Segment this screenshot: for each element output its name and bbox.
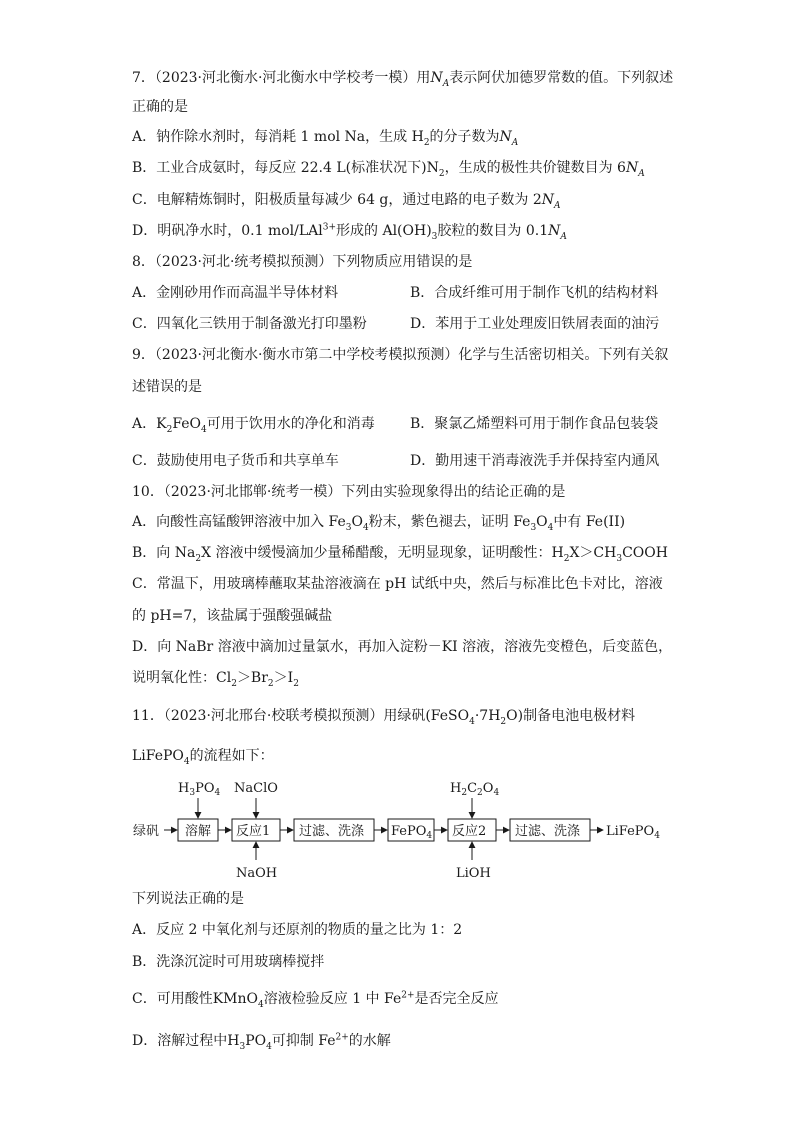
q7-option-a: A．钠作除水剂时，每消耗 1 mol Na，生成 $H_2$的分子数为$N_A$ [132,129,519,148]
q8-option-b: B．合成纤维可用于制作飞机的结构材料 [410,285,659,301]
flow-box-fepo4-label: FePO$_4$ [391,824,433,841]
q10-option-b: B．向 $Na_2X$ 溶液中缓慢滴加少量稀醋酸，无明显现象，证明酸性：$H_2X>CH_3COOH$ [132,545,668,564]
q9-option-a: A．$K_2FeO_4$可用于饮用水的净化和消毒 [132,416,375,435]
q8-option-d: D．苯用于工业处理废旧铁屑表面的油污 [410,316,660,332]
flow-box-reaction2-label: 反应2 [452,824,487,839]
flow-reagent-h3po4: $H_3PO_4$ [178,781,221,798]
flow-reagent-h2c2o4: $H_2C_2O_4$ [450,781,500,798]
q9-option-d: D．勤用速干消毒液洗手并保持室内通风 [410,453,660,469]
q11-after-flow: 下列说法正确的是 [132,891,244,907]
q11-stem-line2: LiFePO$_4$的流程如下： [132,748,274,767]
flow-reagent-lioh: LiOH [456,866,491,881]
q7-stem-line2: 正确的是 [132,99,188,115]
q11-option-c: C．可用酸性KMnO$_4$溶液检验反应 1 中 $Fe^{2+}$是否完全反应 [132,990,499,1010]
flow-box-filter-wash-1-label: 过滤、洗涤 [299,824,365,839]
q9-option-b: B．聚氯乙烯塑料可用于制作食品包装袋 [410,416,659,432]
q10-option-d-line2: 说明氧化性：$Cl_2>Br_2>I_2$ [132,670,299,689]
q11-option-a: A．反应 2 中氧化剂与还原剂的物质的量之比为 1：2 [132,922,463,938]
q10-stem: 10．（2023·河北邯郸·统考一模）下列由实验现象得出的结论正确的是 [132,484,566,500]
flow-box-filter-wash-2-label: 过滤、洗涤 [515,824,581,839]
q9-option-c: C．鼓励使用电子货币和共享单车 [132,453,339,469]
flow-reagent-naclo: NaClO [234,781,278,796]
q10-option-c-line2: 的 pH=7，该盐属于强酸强碱盐 [132,608,333,624]
q7-option-d: D．明矾净水时，0.1 mol/LAl$^{3+}$形成的 $Al(OH)_3$胶粒的数目为 $0.1N_A$ [132,222,567,242]
q10-option-c-line1: C．常温下，用玻璃棒蘸取某盐溶液滴在 pH 试纸中央，然后与标准比色卡对比，溶液 [132,576,663,592]
q7-option-b: B．工业合成氨时，每反应 22.4 L(标准状况下)$N_2$，生成的极性共价键数目为 $6N_A$ [132,160,645,179]
q11-option-d: D．溶解过程中$H_3PO_4$可抑制 $Fe^{2+}$的水解 [132,1032,391,1052]
q9-stem-line2: 述错误的是 [132,379,202,395]
q10-option-a: A．向酸性高锰酸钾溶液中加入 $Fe_3O_4$粉末，紫色褪去，证明 $Fe_3O_4$中有 Fe(II) [132,514,626,533]
q9-stem-line1: 9．（2023·河北衡水·衡水市第二中学校考模拟预测）化学与生活密切相关。下列有关叙 [132,347,669,363]
q7-stem-line1: 7．（2023·河北衡水·河北衡水中学校考一模）用$N_A$表示阿伏加德罗常数的值。下列叙述 [132,70,674,89]
flow-end-label: LiFePO$_4$ [606,824,660,841]
q8-option-a: A．金刚砂用作而高温半导体材料 [132,285,339,301]
q11-option-b: B．洗涤沉淀时可用玻璃棒搅拌 [132,954,325,970]
process-flow-diagram [130,776,690,886]
flow-start-label: 绿矾 [133,824,160,839]
q11-stem-line1: 11．（2023·河北邢台·校联考模拟预测）用绿矾$(FeSO_4\cdot 7H_2O)$制备电池电极材料 [132,708,636,727]
q8-option-c: C．四氧化三铁用于制备激光打印墨粉 [132,316,367,332]
flow-reagent-naoh: NaOH [236,866,278,881]
flow-box-reaction1-label: 反应1 [236,824,271,839]
q7-option-c: C．电解精炼铜时，阳极质量每减少 64 g，通过电路的电子数为 $2N_A$ [132,192,561,211]
q8-stem: 8．（2023·河北·统考模拟预测）下列物质应用错误的是 [132,254,473,270]
flow-box-dissolve-label: 溶解 [185,824,212,839]
q10-option-d-line1: D．向 NaBr 溶液中滴加过量氯水，再加入淀粉－KI 溶液，溶液先变橙色，后变蓝色， [132,639,673,655]
